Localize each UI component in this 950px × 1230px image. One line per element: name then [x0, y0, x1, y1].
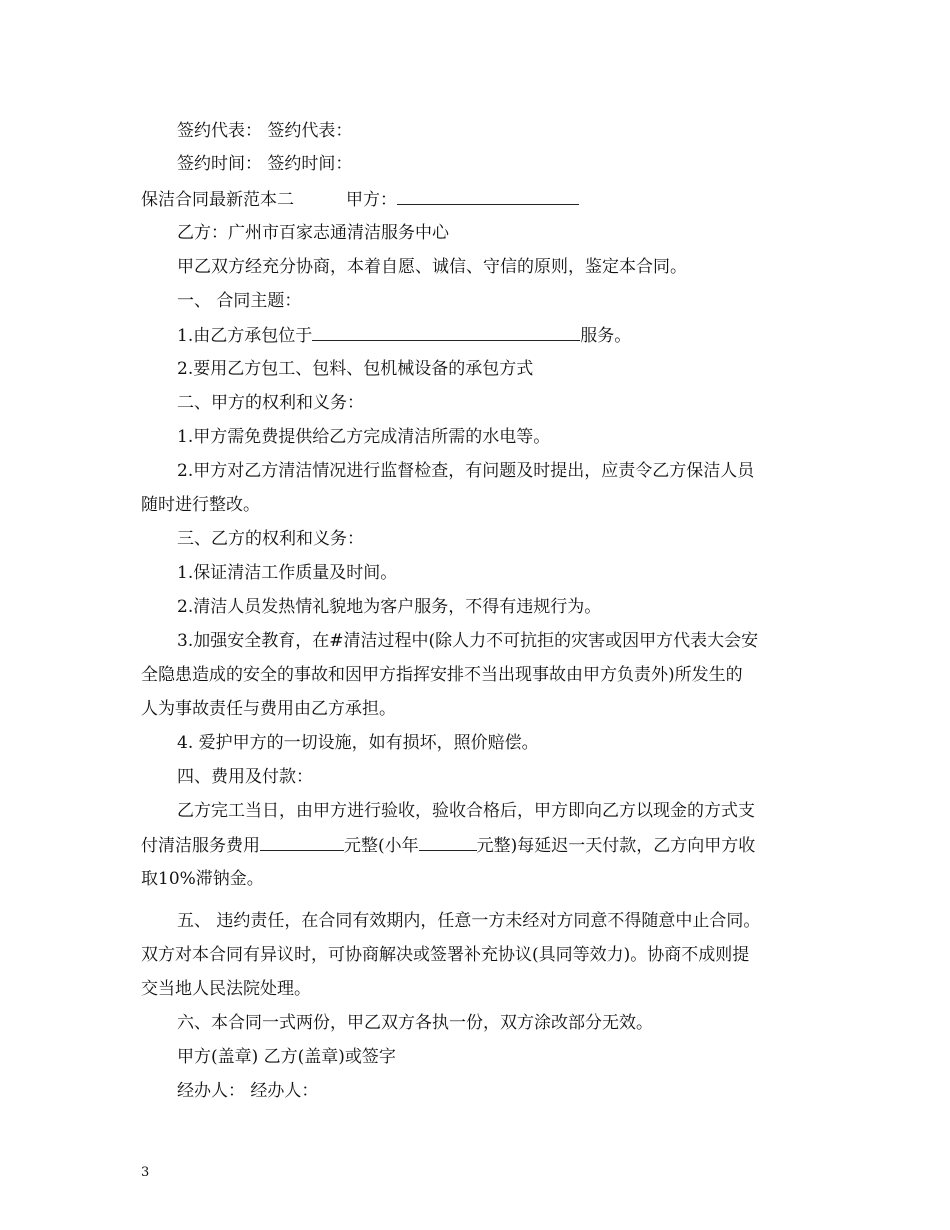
page-number: 3 — [141, 1165, 150, 1180]
clause-1-1-suffix: 服务。 — [580, 326, 632, 346]
clause-3-3: 3.加强安全教育，在#清洁过程中(除人力不可抗拒的灾害或因甲方代表大会安 — [177, 631, 759, 651]
contract-title: 保洁合同最新范本二 — [141, 190, 294, 210]
section-5-cont-1: 双方对本合同有异议时，可协商解决或签署补充协议(具同等效力)。协商不成则提 — [141, 945, 750, 965]
section-4-heading: 四、费用及付款： — [177, 767, 313, 787]
party-a-label: 甲方： — [346, 190, 397, 210]
clause-3-4: 4. 爱护甲方的一切设施，如有损坏，照价赔偿。 — [177, 733, 539, 753]
section-5-cont-2: 交当地人民法院处理。 — [141, 979, 311, 999]
section-2-heading: 二、甲方的权利和义务： — [177, 393, 364, 413]
section-1-heading: 一、 合同主题： — [177, 291, 302, 311]
seal-line: 甲方(盖章) 乙方(盖章)或签字 — [177, 1047, 396, 1067]
clause-1-1 — [177, 324, 631, 347]
clause-1-1-text: 1.由乙方承包位于 — [177, 326, 313, 346]
handler-line: 经办人： 经办人： — [177, 1081, 319, 1101]
location-blank — [312, 324, 580, 341]
section-3-heading: 三、乙方的权利和义务： — [177, 529, 364, 549]
clause-3-3-cont-2: 人为事故责任与费用由乙方承担。 — [141, 699, 396, 719]
signatory-line: 签约代表： 签约代表： — [177, 121, 353, 141]
party-a-blank — [397, 188, 579, 205]
party-b-line: 乙方：广州市百家志通清洁服务中心 — [177, 223, 449, 243]
section-5-line: 五、 违约责任，在合同有效期内，任意一方未经对方同意不得随意中止合同。 — [177, 911, 761, 931]
sign-date-line: 签约时间： 签约时间： — [177, 154, 353, 174]
payment-para: 乙方完工当日，由甲方进行验收，验收合格后，甲方即向乙方以现金的方式支 — [177, 801, 755, 821]
fee-blank — [260, 834, 344, 851]
clause-3-3-cont-1: 全隐患造成的安全的事故和因甲方指挥安排不当出现事故由甲方负责外)所发生的 — [141, 665, 743, 685]
fee-label: 付清洁服务费用 — [141, 836, 260, 856]
clause-3-2: 2.清洁人员发热情礼貌地为客户服务，不得有违规行为。 — [177, 597, 602, 617]
contract-title-line — [141, 188, 579, 211]
clause-2-1: 1.甲方需免费提供给乙方完成清洁所需的水电等。 — [177, 427, 551, 447]
clause-2-2: 2.甲方对乙方清洁情况进行监督检查，有问题及时提出，应责令乙方保洁人员 — [177, 461, 755, 481]
payment-para-cont — [141, 834, 755, 857]
preamble-line: 甲乙双方经充分协商，本着自愿、诚信、守信的原则，鉴定本合同。 — [177, 257, 687, 277]
fee-unit: 元整(小年 — [344, 836, 419, 856]
clause-2-2-cont: 随时进行整改。 — [141, 495, 260, 515]
fee-words-blank — [419, 834, 477, 851]
payment-para-end: 取10%滞钠金。 — [141, 869, 264, 889]
clause-3-1: 1.保证清洁工作质量及时间。 — [177, 563, 398, 583]
late-fee-text: 元整)每延迟一天付款，乙方向甲方收 — [476, 836, 756, 856]
section-6-line: 六、本合同一式两份，甲乙双方各执一份，双方涂改部分无效。 — [177, 1013, 653, 1033]
clause-1-2: 2.要用乙方包工、包料、包机械设备的承包方式 — [177, 359, 534, 379]
